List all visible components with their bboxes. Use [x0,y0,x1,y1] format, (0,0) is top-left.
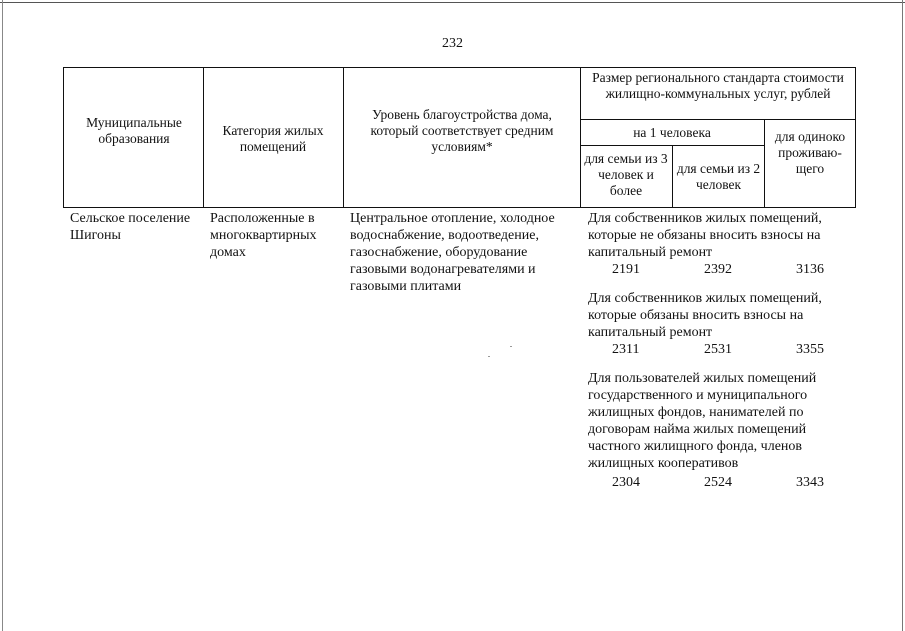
value-family-3: 2304 [612,475,640,490]
page-edge-top [0,2,905,3]
header-family-2: для семьи из 2 человек [676,161,761,192]
header-standard-size: Размер регионального стандарта стоимости жилищно-коммунальных услуг, рублей [592,70,844,101]
row-municipality: Сельское поселение Шигоны [70,211,191,243]
group-1-label: Для собственников жилых помещений, которые не обязаны вносить взносы на капитальный ремонт [588,211,822,260]
value-single: 3343 [796,475,824,490]
header-single-resident: для одиноко проживаю-щего [774,129,846,176]
value-family-2: 2392 [704,262,732,277]
scan-speck [510,346,512,347]
header-municipalities: Муниципальные образования [86,115,182,146]
group-1-values [588,261,850,278]
header-family-3: для семьи из 3 человек и более [584,151,668,198]
group-3-label: Для пользователей жилых помещений государственного и муниципального жилищных фондов, нанимателей по договорам найма жилых помещений частного жилищного фонда, членов жилищных кооперативов [588,371,817,471]
page-number: 232 [442,36,463,51]
value-single: 3136 [796,262,824,277]
page-edge-left [2,0,3,631]
value-family-3: 2311 [612,342,640,357]
header-per-person: на 1 человека [633,125,711,140]
group-3-values [588,474,850,491]
group-2-values [588,341,850,358]
row-amenities: Центральное отопление, холодное водоснабжение, водоотведение, газоснабжение, оборудование газовыми водонагревателями и газовыми плитами [350,211,555,294]
row-category: Расположенные в многоквартирных домах [210,211,317,260]
value-family-2: 2524 [704,475,732,490]
scan-speck [488,356,490,357]
value-single: 3355 [796,342,824,357]
page-edge-right [902,0,903,631]
header-category: Категория жилых помещений [222,123,324,154]
header-amenities: Уровень благоустройства дома, который соответствует средним условиям* [370,107,554,154]
value-family-2: 2531 [704,342,732,357]
value-family-3: 2191 [612,262,640,277]
group-2-label: Для собственников жилых помещений, которые обязаны вносить взносы на капитальный ремонт [588,291,822,340]
